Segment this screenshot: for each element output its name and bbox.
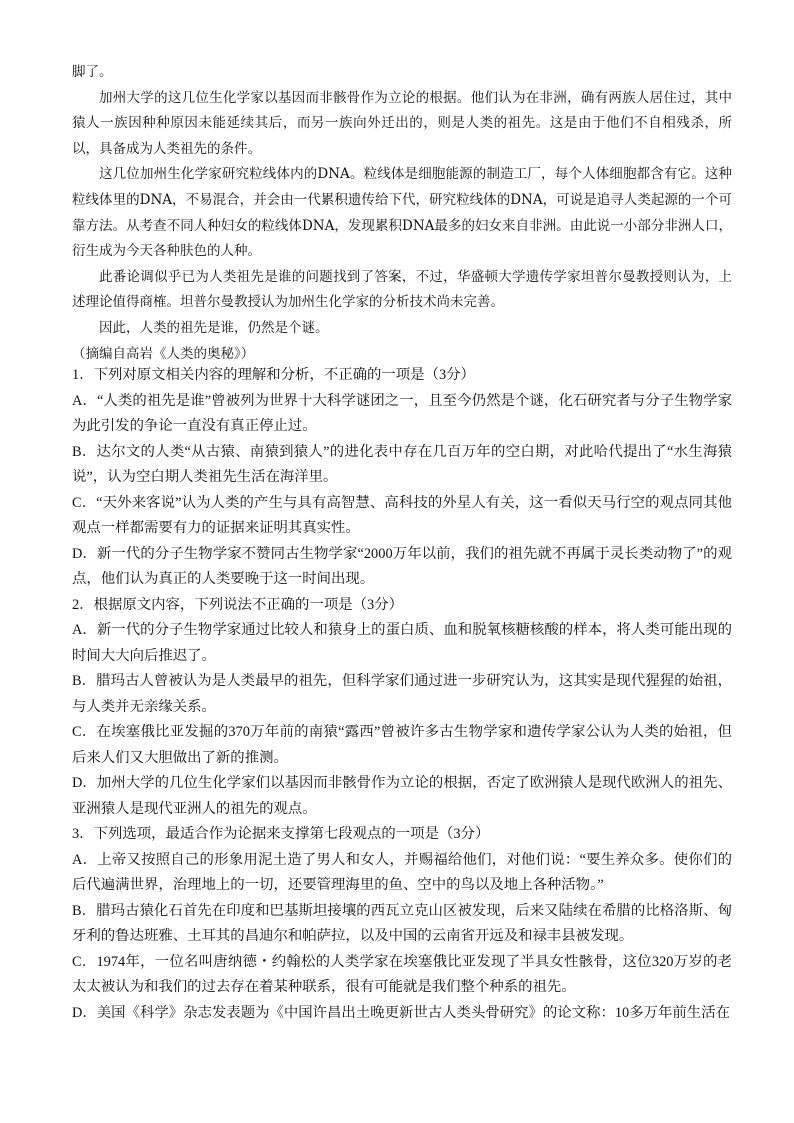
passage-paragraph: 这几位加州生化学家研究粒线体内的DNA。粒线体是细胞能源的制造工厂，每个人体细胞都含有它。这种粒线体里的DNA，不易混合，并会由一代累积遗传给下代，研究粒线体的DNA，可说是追寻人类起源的一个可靠方法。从考查不同人种妇女的粒线体DNA，发现累积DNA最多的妇女来自非洲。由此说一小部分非洲人口，衍生成为今天各种肤色的人种。 xyxy=(72,166,732,260)
question-option: C．在埃塞俄比亚发掘的370万年前的南猿“露西”曾被许多古生物学家和遗传学家公认为人类的始祖，但后来人们又大胆做出了新的推测。 xyxy=(72,724,732,766)
question-option: C．“天外来客说”认为人类的产生与具有高智慧、高科技的外星人有关，这一看似天马行空的观点同其他观点一样都需要有力的证据来证明其真实性。 xyxy=(72,494,732,536)
question-option: A．上帝又按照自己的形象用泥土造了男人和女人，并赐福给他们，对他们说：“要生养众多。使你们的后代遍满世界，治理地上的一切，还要管理海里的鱼、空中的鸟以及地上各种活物。” xyxy=(72,851,732,893)
question-option: D．新一代的分子生物学家不赞同古生物学家“2000万年以前，我们的祖先就不再属于灵长类动物了”的观点，他们认为真正的人类要晚于这一时间出现。 xyxy=(72,545,732,587)
passage-paragraph: 此番论调似乎已为人类祖先是谁的问题找到了答案，不过，华盛顿大学遗传学家坦普尔曼教授则认为，上述理论值得商榷。坦普尔曼教授认为加州生化学家的分析技术尚未完善。 xyxy=(72,268,732,311)
question-stem: 2．根据原文内容，下列说法不正确的一项是（3分） xyxy=(72,596,403,613)
question-stem: 1．下列对原文相关内容的理解和分析，不正确的一项是（3分） xyxy=(72,367,475,383)
question-option: D．加州大学的几位生化学家们以基因而非骸骨作为立论的根据，否定了欧洲猿人是现代欧洲人的祖先、亚洲猿人是现代亚洲人的祖先的观点。 xyxy=(72,775,732,817)
question-list xyxy=(72,363,732,1026)
passage-fragment: 脚了。 xyxy=(72,64,113,80)
question-stem: 3．下列选项，最适合作为论据来支撑第七段观点的一项是（3分） xyxy=(72,826,490,842)
question-option: B．腊玛古猿化石首先在印度和巴基斯坦接壤的西瓦立克山区被发现，后来又陆续在希腊的比格洛斯、匈牙利的鲁达班雅、土耳其的昌迪尔和帕萨拉，以及中国的云南省开远及和禄丰县被发现。 xyxy=(72,902,732,944)
question-option: C．1974年，一位名叫唐纳德・约翰松的人类学家在埃塞俄比亚发现了半具女性骸骨，这位320万岁的老太太被认为和我们的过去存在着某种联系，很有可能就是我们整个种系的祖先。 xyxy=(72,953,732,995)
question-option: A．“人类的祖先是谁”曾被列为世界十大科学谜团之一，且至今仍然是个谜，化石研究者与分子生物学家为此引发的争论一直没有真正停止过。 xyxy=(72,392,732,434)
question-option: B．腊玛古人曾被认为是人类最早的祖先，但科学家们通过进一步研究认为，这其实是现代猩猩的始祖，与人类并无亲缘关系。 xyxy=(72,673,732,715)
question-option: B．达尔文的人类“从古猿、南猿到猿人”的进化表中存在几百万年的空白期，对此哈代提出了“水生海猿说”，认为空白期人类祖先生活在海洋里。 xyxy=(72,443,732,485)
passage-paragraph: 因此，人类的祖先是谁，仍然是个谜。 xyxy=(99,319,329,336)
reading-passage xyxy=(72,60,732,367)
passage-paragraph: 加州大学的这几位生化学家以基因而非骸骨作为立论的根据。他们认为在非洲，确有两族人居住过，其中猿人一族因种种原因未能延续其后，而另一族向外迁出的，则是人类的祖先。这是由于他们不自相残杀，所以，具备成为人类祖先的条件。 xyxy=(72,89,732,157)
passage-source: （摘编自高岩《人类的奥秘》） xyxy=(72,345,255,362)
question-option: D．美国《科学》杂志发表题为《中国许昌出土晚更新世古人类头骨研究》的论文称：10多万年前生活在 xyxy=(72,1004,730,1021)
question-option: A．新一代的分子生物学家通过比较人和猿身上的蛋白质、血和脱氧核糖核酸的样本，将人类可能出现的时间大大向后推迟了。 xyxy=(72,622,732,664)
